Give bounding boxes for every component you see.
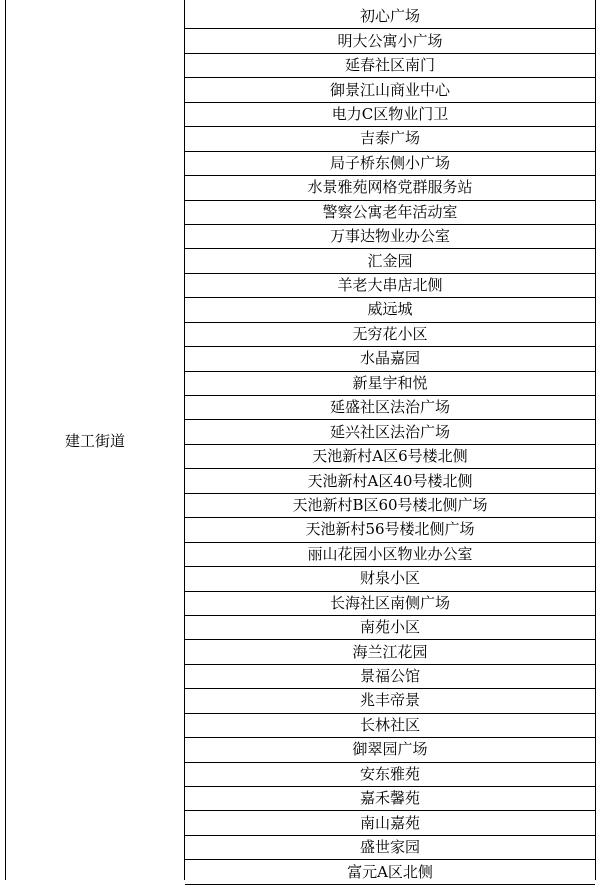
site-row: 长海社区南侧广场 <box>185 592 595 616</box>
site-row: 安东雅苑 <box>185 763 595 787</box>
site-row: 明大公寓小广场 <box>185 29 595 53</box>
site-row: 天池新村B区60号楼北侧广场 <box>185 494 595 518</box>
site-column <box>185 0 596 880</box>
site-row: 初心广场 <box>185 5 595 29</box>
site-row: 御翠园广场 <box>185 738 595 762</box>
site-row: 威远城 <box>185 298 595 322</box>
site-row: 电力C区物业门卫 <box>185 103 595 127</box>
site-row: 兆丰帝景 <box>185 689 595 713</box>
site-row: 新星宇和悦 <box>185 372 595 396</box>
site-row: 汇金园 <box>185 249 595 273</box>
site-list <box>185 5 595 885</box>
site-row: 天池新村56号楼北侧广场 <box>185 518 595 542</box>
site-row: 景福公馆 <box>185 665 595 689</box>
site-row: 天池新村A区40号楼北侧 <box>185 469 595 493</box>
site-row: 南山嘉苑 <box>185 811 595 835</box>
site-row: 天池新村A区6号楼北侧 <box>185 445 595 469</box>
site-row: 盛世家园 <box>185 836 595 860</box>
site-row: 御景江山商业中心 <box>185 78 595 102</box>
site-row: 延兴社区法治广场 <box>185 420 595 444</box>
site-row: 延盛社区法治广场 <box>185 396 595 420</box>
site-row: 吉泰广场 <box>185 127 595 151</box>
site-row: 富元A区北侧 <box>185 860 595 884</box>
site-row: 警察公寓老年活动室 <box>185 201 595 225</box>
site-row: 长林社区 <box>185 714 595 738</box>
site-row: 水晶嘉园 <box>185 347 595 371</box>
district-column <box>5 0 185 880</box>
site-row: 海兰江花园 <box>185 640 595 664</box>
site-row: 丽山花园小区物业办公室 <box>185 543 595 567</box>
site-row: 嘉禾馨苑 <box>185 787 595 811</box>
site-row: 局子桥东侧小广场 <box>185 152 595 176</box>
site-row: 水景雅苑网格党群服务站 <box>185 176 595 200</box>
site-row: 财泉小区 <box>185 567 595 591</box>
site-row: 羊老大串店北侧 <box>185 274 595 298</box>
site-row: 无穷花小区 <box>185 323 595 347</box>
site-row: 延春社区南门 <box>185 54 595 78</box>
district-name: 建工街道 <box>64 431 125 450</box>
site-row: 万事达物业办公室 <box>185 225 595 249</box>
site-row: 南苑小区 <box>185 616 595 640</box>
